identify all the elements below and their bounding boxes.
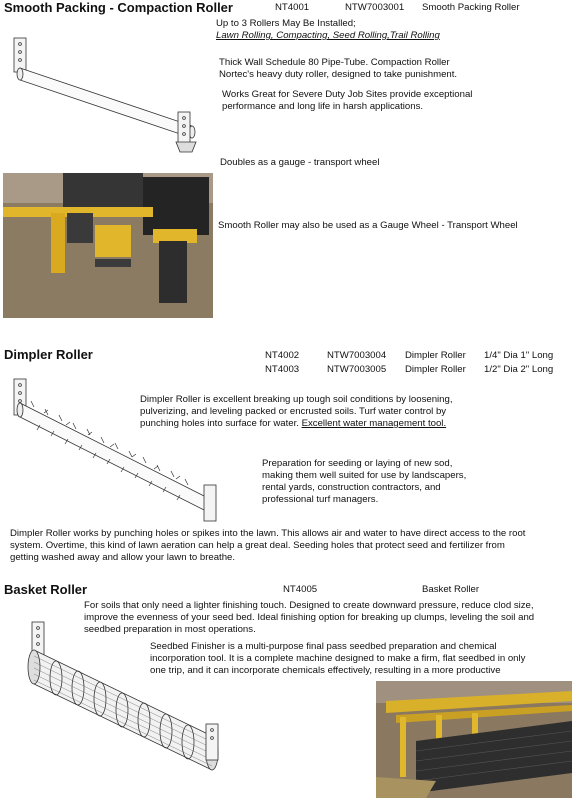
smooth-desc1b: Nortec's heavy duty roller, designed to take punishment. [219, 69, 458, 80]
dimpler-p2c: rental yards, construction contractors, and [262, 482, 441, 493]
basket-p2b: incorporation tool. It is a complete machine designed to make a firm, flat seedbed in only [150, 653, 526, 664]
basket-p1b: improve the evenness of your seed bed. Ideal finishing option for breaking up clumps, leveling the soil and [84, 612, 535, 623]
smooth-part-desc: Smooth Packing Roller [422, 2, 520, 13]
basket-p2a: Seedbed Finisher is a multi-purpose final pass seedbed preparation and chemical [150, 641, 497, 652]
dimpler-row1-part2: NTW7003004 [327, 350, 387, 361]
dimpler-row2-size: 1/2" Dia 2" Long [484, 364, 554, 375]
gauge-wheel-photo [3, 173, 213, 318]
smooth-part-no: NT4001 [275, 2, 310, 13]
dimpler-p1a: Dimpler Roller is excellent breaking up tough soil conditions by loosening, [140, 394, 453, 405]
basket-title: Basket Roller [4, 582, 88, 597]
dimpler-p1b: pulverizing, and leveling packed or encrusted soils. Turf water control by [140, 406, 447, 417]
dimpler-p2a: Preparation for seeding or laying of new sod, [262, 458, 453, 469]
dimpler-row2-part: NT4003 [265, 364, 300, 375]
smooth-desc1a: Thick Wall Schedule 80 Pipe-Tube. Compaction Roller [219, 57, 450, 68]
basket-p1c: seedbed preparation in most operations. [84, 624, 256, 635]
basket-part-desc: Basket Roller [422, 584, 480, 595]
dimpler-p3c: getting washed away and allow your lawn to breathe. [10, 552, 236, 563]
dimpler-title: Dimpler Roller [4, 347, 93, 362]
dimpler-p2d: professional turf managers. [262, 494, 379, 505]
dimpler-row2-part2: NTW7003005 [327, 364, 387, 375]
basket-p2c: one trip, and it can incorporate chemicals effectively, resulting in a more productive [150, 665, 501, 676]
basket-part-no: NT4005 [283, 584, 318, 595]
smooth-gauge: Doubles as a gauge - transport wheel [220, 157, 380, 168]
smooth-part-no2: NTW7003001 [345, 2, 405, 13]
basket-p1a: For soils that only need a lighter finishing touch. Designed to create downward pressure, reduce clod size, [84, 600, 534, 611]
dimpler-p1d: Excellent water management tool. [301, 418, 447, 429]
seedbed-finisher-photo [376, 681, 572, 798]
smooth-roller-drawing [6, 30, 206, 160]
smooth-line2: Lawn Rolling, Compacting, Seed Rolling,Trail Rolling [216, 30, 440, 41]
smooth-line1: Up to 3 Rollers May Be Installed; [216, 18, 356, 29]
smooth-desc2a: Works Great for Severe Duty Job Sites provide exceptional [222, 89, 473, 100]
dimpler-p3a: Dimpler Roller works by punching holes or spikes into the lawn. This allows air and water to have direct access to the root [10, 528, 526, 539]
dimpler-row2-desc: Dimpler Roller [405, 364, 466, 375]
smooth-gauge2: Smooth Roller may also be used as a Gauge Wheel - Transport Wheel [218, 220, 518, 231]
dimpler-row1-desc: Dimpler Roller [405, 350, 466, 361]
smooth-desc2b: performance and long life in harsh applications. [222, 101, 424, 112]
dimpler-p2b: making them well suited for use by landscapers, [262, 470, 467, 481]
dimpler-p1c-line [140, 418, 446, 430]
dimpler-p1c: punching holes into surface for water. [140, 418, 302, 429]
smooth-title: Smooth Packing - Compaction Roller [4, 0, 233, 15]
dimpler-row1-size: 1/4" Dia 1" Long [484, 350, 554, 361]
dimpler-row1-part: NT4002 [265, 350, 300, 361]
dimpler-p3b: system. Overtime, this kind of lawn aeration can help a great deal. Seeding holes that protect seed and fertilizer from [10, 540, 505, 551]
basket-roller-drawing [26, 620, 226, 780]
